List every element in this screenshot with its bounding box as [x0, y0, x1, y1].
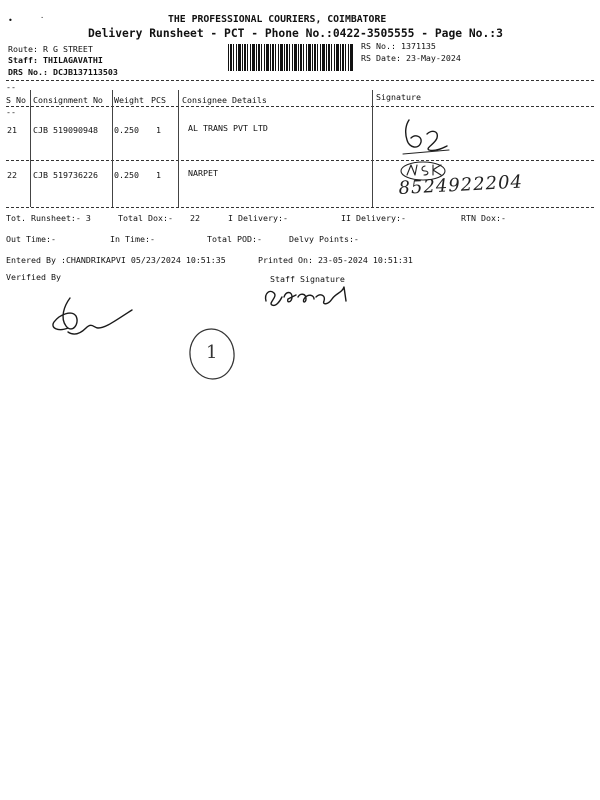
- in-time: In Time:-: [110, 234, 155, 244]
- handwritten-phone: 8524922204: [398, 171, 524, 199]
- row-sno: 22: [7, 170, 17, 180]
- row-pcs: 1: [156, 125, 161, 135]
- row-sno: 21: [7, 125, 17, 135]
- rs-date: RS Date: 23-May-2024: [361, 53, 461, 63]
- circled-number: 1: [206, 342, 218, 363]
- col-signature: Signature: [376, 92, 421, 102]
- tot-runsheet: Tot. Runsheet:- 3: [6, 213, 91, 223]
- col-pcs: PCS: [151, 95, 166, 105]
- row-pcs: 1: [156, 170, 161, 180]
- verified-by: Verified By: [6, 272, 61, 282]
- column-header-divider: [6, 106, 594, 107]
- staff-label: Staff: THILAGAVATHI: [8, 55, 103, 65]
- barcode: [228, 44, 354, 71]
- row-consignee: AL TRANS PVT LTD: [188, 123, 268, 133]
- route-label: Route: R G STREET: [8, 44, 93, 54]
- company-name: THE PROFESSIONAL COURIERS, COIMBATORE: [168, 14, 387, 25]
- row-consignment: CJB 519090948: [33, 125, 98, 135]
- column-separator: [30, 90, 31, 207]
- row-consignment: CJB 519736226: [33, 170, 98, 180]
- col-consignment: Consignment No: [33, 95, 103, 105]
- dash-mark: --: [6, 82, 16, 92]
- total-pod: Total POD:-: [207, 234, 262, 244]
- column-separator: [178, 90, 179, 207]
- staff-signature-label: Staff Signature: [270, 274, 345, 284]
- rs-number: RS No.: 1371135: [361, 41, 436, 51]
- col-weight: Weight: [114, 95, 144, 105]
- header-divider: [6, 80, 594, 81]
- row-weight: 0.250: [114, 125, 139, 135]
- i-delivery: I Delivery:-: [228, 213, 288, 223]
- total-dox-label: Total Dox:-: [118, 213, 173, 223]
- corner-mark: •: [8, 16, 13, 25]
- total-dox-value: 22: [190, 213, 200, 223]
- out-time: Out Time:-: [6, 234, 56, 244]
- ii-delivery: II Delivery:-: [341, 213, 406, 223]
- staff-signature: [262, 283, 354, 309]
- printed-on: Printed On: 23-05-2024 10:51:31: [258, 255, 413, 265]
- table-bottom-divider: [6, 207, 594, 208]
- column-separator: [112, 90, 113, 207]
- entered-by: Entered By :CHANDRIKAPVI 05/23/2024 10:51:35: [6, 255, 226, 265]
- row-consignee: NARPET: [188, 168, 218, 178]
- verifier-signature: [46, 294, 136, 344]
- delvy-points: Delvy Points:-: [289, 234, 359, 244]
- row-weight: 0.250: [114, 170, 139, 180]
- runsheet-subtitle: Delivery Runsheet - PCT - Phone No.:0422-3505555 - Page No.:3: [88, 27, 503, 40]
- rtn-dox: RTN Dox:-: [461, 213, 506, 223]
- signature-row-21: [395, 112, 455, 160]
- col-sno: S No: [6, 95, 26, 105]
- col-consignee: Consignee Details: [182, 95, 267, 105]
- dash-mark: --: [6, 107, 16, 117]
- drs-number: DRS No.: DCJB137113503: [8, 67, 118, 77]
- column-separator: [372, 90, 373, 207]
- corner-mark: ·: [40, 14, 45, 22]
